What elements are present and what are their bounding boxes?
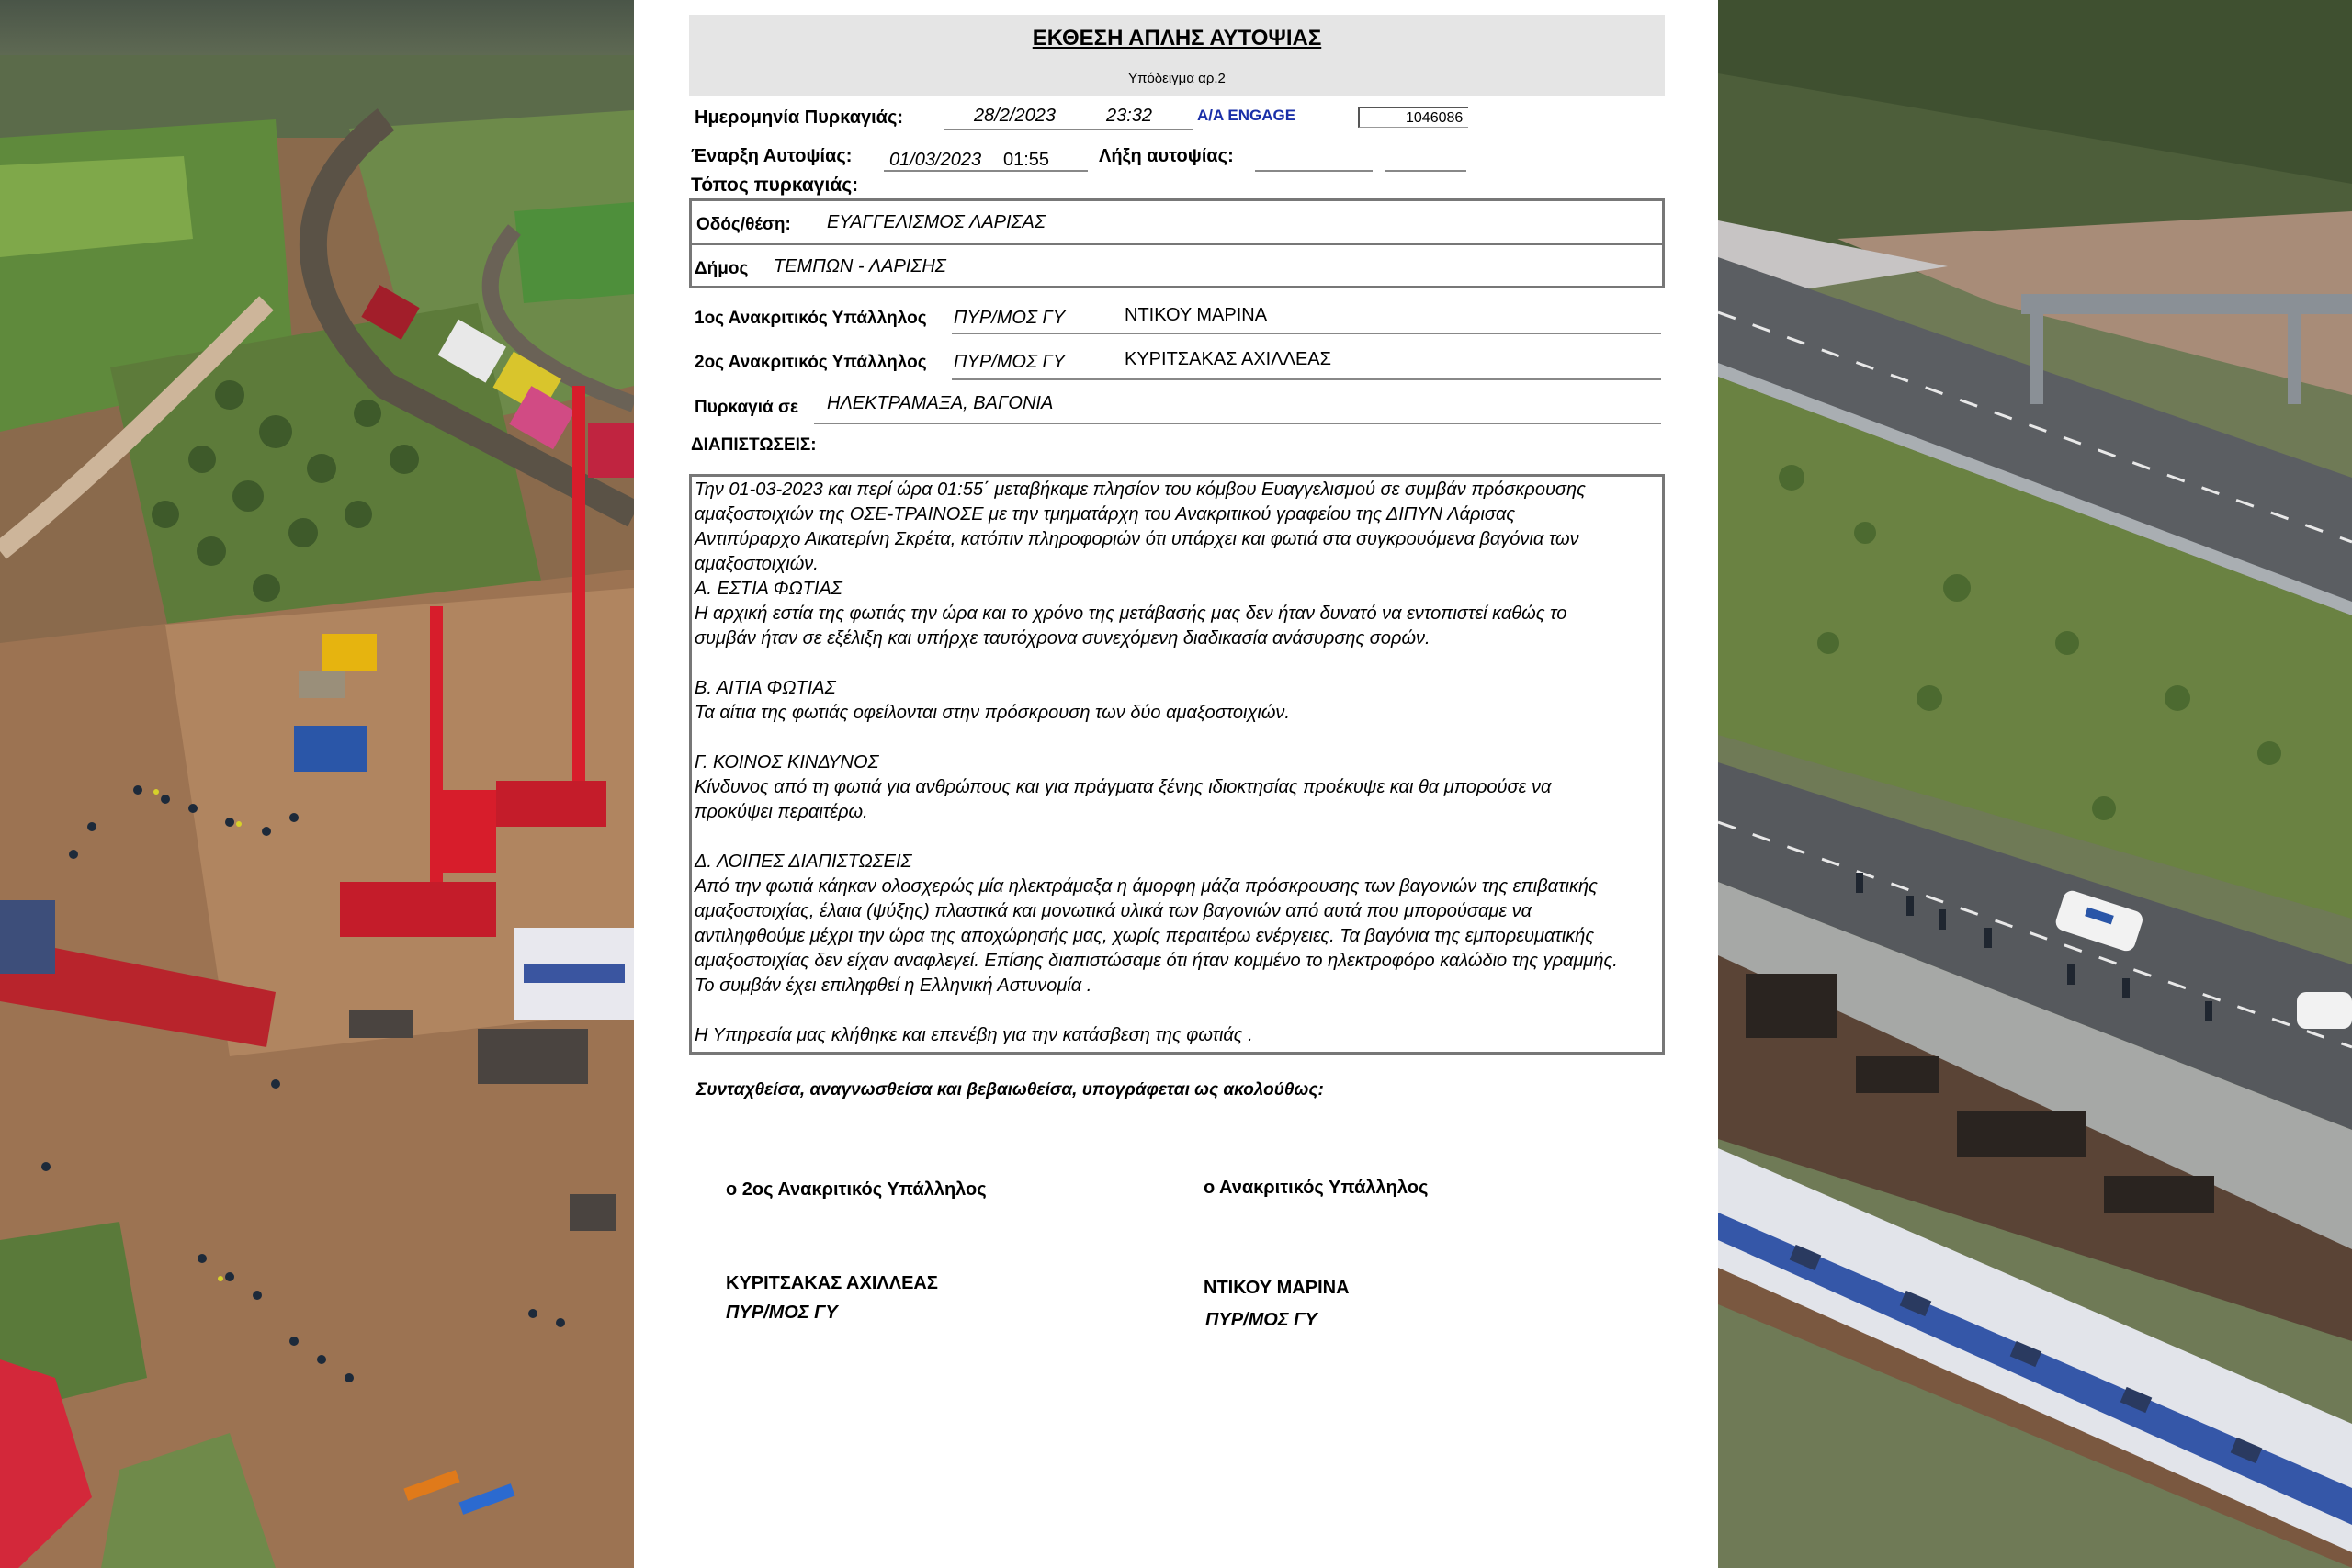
officer2-name: ΚΥΡΙΤΣΑΚΑΣ ΑΧΙΛΛΕΑΣ: [1125, 349, 1331, 369]
section-b-title: Β. ΑΙΤΙΑ ΦΩΤΙΑΣ: [695, 678, 836, 698]
fire-time-value: 23:32: [1106, 106, 1153, 126]
signature-intro: Συνταχθείσα, αναγνωσθείσα και βεβαιωθείσα, υπογράφεται ως ακολούθως:: [696, 1080, 1324, 1100]
inspection-start-date: 01/03/2023: [889, 150, 982, 170]
fire-in-label: Πυρκαγιά σε: [695, 398, 798, 417]
sig-left-name: ΚΥΡΙΤΣΑΚΑΣ ΑΧΙΛΛΕΑΣ: [726, 1273, 938, 1293]
fire-date-underline: [944, 129, 1193, 130]
officer2-underline: [952, 378, 1661, 380]
train-crash-aerial-photo: [0, 0, 634, 1568]
inspection-report-document: [634, 0, 1718, 1568]
officer2-rank: ΠΥΡ/ΜΟΣ ΓΥ: [954, 352, 1066, 372]
fire-date-value: 28/2/2023: [974, 106, 1056, 126]
findings-intro-line: Αντιπύραρχο Αικατερίνη Σκρέτα, κατόπιν πληροφοριών ότι υπάρχει και φωτιά στα συγκρουόμενα βαγόνια των: [695, 529, 1579, 549]
spacer: [695, 998, 1659, 1023]
officer1-label: 1ος Ανακριτικός Υπάλληλος: [695, 309, 927, 328]
section-d-line: αμαξοστοιχίας, έλαια (ψύξης) πλαστικά και μονωτικά υλικά των βαγονιών από αυτά που μπορούσαμε να: [695, 901, 1532, 921]
section-c-line: Κίνδυνος από τη φωτιά για ανθρώπους και για πράγματα ξένης ιδιοκτησίας προέκυψε και θα μπορούσε να: [695, 777, 1552, 797]
officer1-name: ΝΤΙΚΟΥ ΜΑΡΙΝΑ: [1125, 305, 1268, 325]
inspection-end-date-underline: [1255, 170, 1373, 172]
officer1-underline: [952, 333, 1661, 334]
fire-date-label: Ημερομηνία Πυρκαγιάς:: [695, 107, 904, 128]
location-box-divider: [692, 243, 1662, 245]
spacer: [695, 651, 1659, 676]
inspection-start-time: 01:55: [1003, 150, 1050, 170]
municipality-value: ΤΕΜΠΩΝ - ΛΑΡΙΣΗΣ: [774, 256, 946, 276]
sig-right-name: ΝΤΙΚΟΥ ΜΑΡΙΝΑ: [1204, 1278, 1350, 1298]
highway-crash-aerial-photo: [1718, 0, 2352, 1568]
findings-intro-line: Την 01-03-2023 και περί ώρα 01:55΄ μεταβήκαμε πλησίον του κόμβου Ευαγγελισμού σε συμβάν πρόσκρουσης: [695, 479, 1586, 500]
section-b-line: Τα αίτια της φωτιάς οφείλονται στην πρόσκρουση των δύο αμαξοστοιχιών.: [695, 703, 1290, 723]
fire-in-underline: [814, 423, 1661, 424]
street-label: Οδός/θέση:: [696, 215, 791, 234]
section-d-line: Από την φωτιά κάηκαν ολοσχερώς μία ηλεκτράμαξα η άμορφη μάζα πρόσκρουσης των βαγονιών της επιβατικής: [695, 876, 1598, 897]
section-d-line: Το συμβάν έχει επιληφθεί η Ελληνική Αστυνομία .: [695, 976, 1092, 996]
section-a-line: συμβάν ήταν σε εξέλιξη και υπήρχε ταυτόχρονα συνεχόμενη διαδικασία ανάσυρσης σορών.: [695, 628, 1430, 649]
findings-text: [695, 478, 1659, 1048]
findings-intro-line: αμαξοστοιχιών της ΟΣΕ-ΤΡΑΙΝΟΣΕ με την τμηματάρχη του Ανακριτικού γραφείου της ΔΙΠΥΝ Λάρισας: [695, 504, 1516, 525]
engage-label: A/A ENGAGE: [1197, 107, 1296, 124]
report-title: ΕΚΘΕΣΗ ΑΠΛΗΣ ΑΥΤΟΨΙΑΣ: [1032, 26, 1322, 51]
spacer: [695, 825, 1659, 850]
findings-intro-line: αμαξοστοιχιών.: [695, 554, 819, 574]
location-label: Τόπος πυρκαγιάς:: [691, 175, 859, 196]
section-c-line: προκύψει περαιτέρω.: [695, 802, 868, 822]
sig-left-role: ο 2ος Ανακριτικός Υπάλληλος: [726, 1179, 987, 1200]
officer2-label: 2ος Ανακριτικός Υπάλληλος: [695, 353, 927, 372]
section-a-line: Η αρχική εστία της φωτιάς την ώρα και το χρόνο της μετάβασής μας δεν ήταν δυνατό να εντοπιστεί καθώς το: [695, 604, 1567, 624]
findings-closing: Η Υπηρεσία μας κλήθηκε και επενέβη για την κατάσβεση της φωτιάς .: [695, 1025, 1253, 1045]
inspection-end-time-underline: [1385, 170, 1466, 172]
sig-right-role: ο Ανακριτικός Υπάλληλος: [1204, 1178, 1429, 1198]
section-d-line: αντιληφθούμε μέχρι την ώρα της αποχώρησής μας, χωρίς περαιτέρω ενέργειες. Τα βαγόνια της εμπορευματικής: [695, 926, 1595, 946]
section-a-title: Α. ΕΣΤΙΑ ΦΩΤΙΑΣ: [695, 579, 842, 599]
section-c-title: Γ. ΚΟΙΝΟΣ ΚΙΝΔΥΝΟΣ: [695, 752, 879, 773]
inspection-end-label: Λήξη αυτοψίας:: [1099, 146, 1234, 166]
sig-right-rank: ΠΥΡ/ΜΟΣ ΓΥ: [1205, 1310, 1317, 1330]
spacer: [695, 726, 1659, 750]
street-value: ΕΥΑΓΓΕΛΙΣΜΟΣ ΛΑΡΙΣΑΣ: [827, 212, 1046, 232]
fire-in-value: ΗΛΕΚΤΡΑΜΑΞΑ, ΒΑΓΟΝΙΑ: [827, 393, 1054, 413]
findings-label: ΔΙΑΠΙΣΤΩΣΕΙΣ:: [691, 435, 817, 455]
section-d-title: Δ. ΛΟΙΠΕΣ ΔΙΑΠΙΣΤΩΣΕΙΣ: [695, 852, 912, 872]
inspection-start-label: Έναρξη Αυτοψίας:: [691, 146, 853, 166]
municipality-label: Δήμος: [695, 259, 749, 278]
sig-left-rank: ΠΥΡ/ΜΟΣ ΓΥ: [726, 1303, 838, 1323]
section-d-line: αμαξοστοιχίας δεν είχαν αναφλεγεί. Επίσης διαπιστώσαμε ότι ήταν κομμένο το ηλεκτροφόρο καλώδιο της γραμμής.: [695, 951, 1618, 971]
officer1-rank: ΠΥΡ/ΜΟΣ ΓΥ: [954, 308, 1066, 328]
engage-number: 1046086: [1406, 110, 1464, 126]
report-subtitle: Υπόδειγμα αρ.2: [1128, 71, 1226, 86]
